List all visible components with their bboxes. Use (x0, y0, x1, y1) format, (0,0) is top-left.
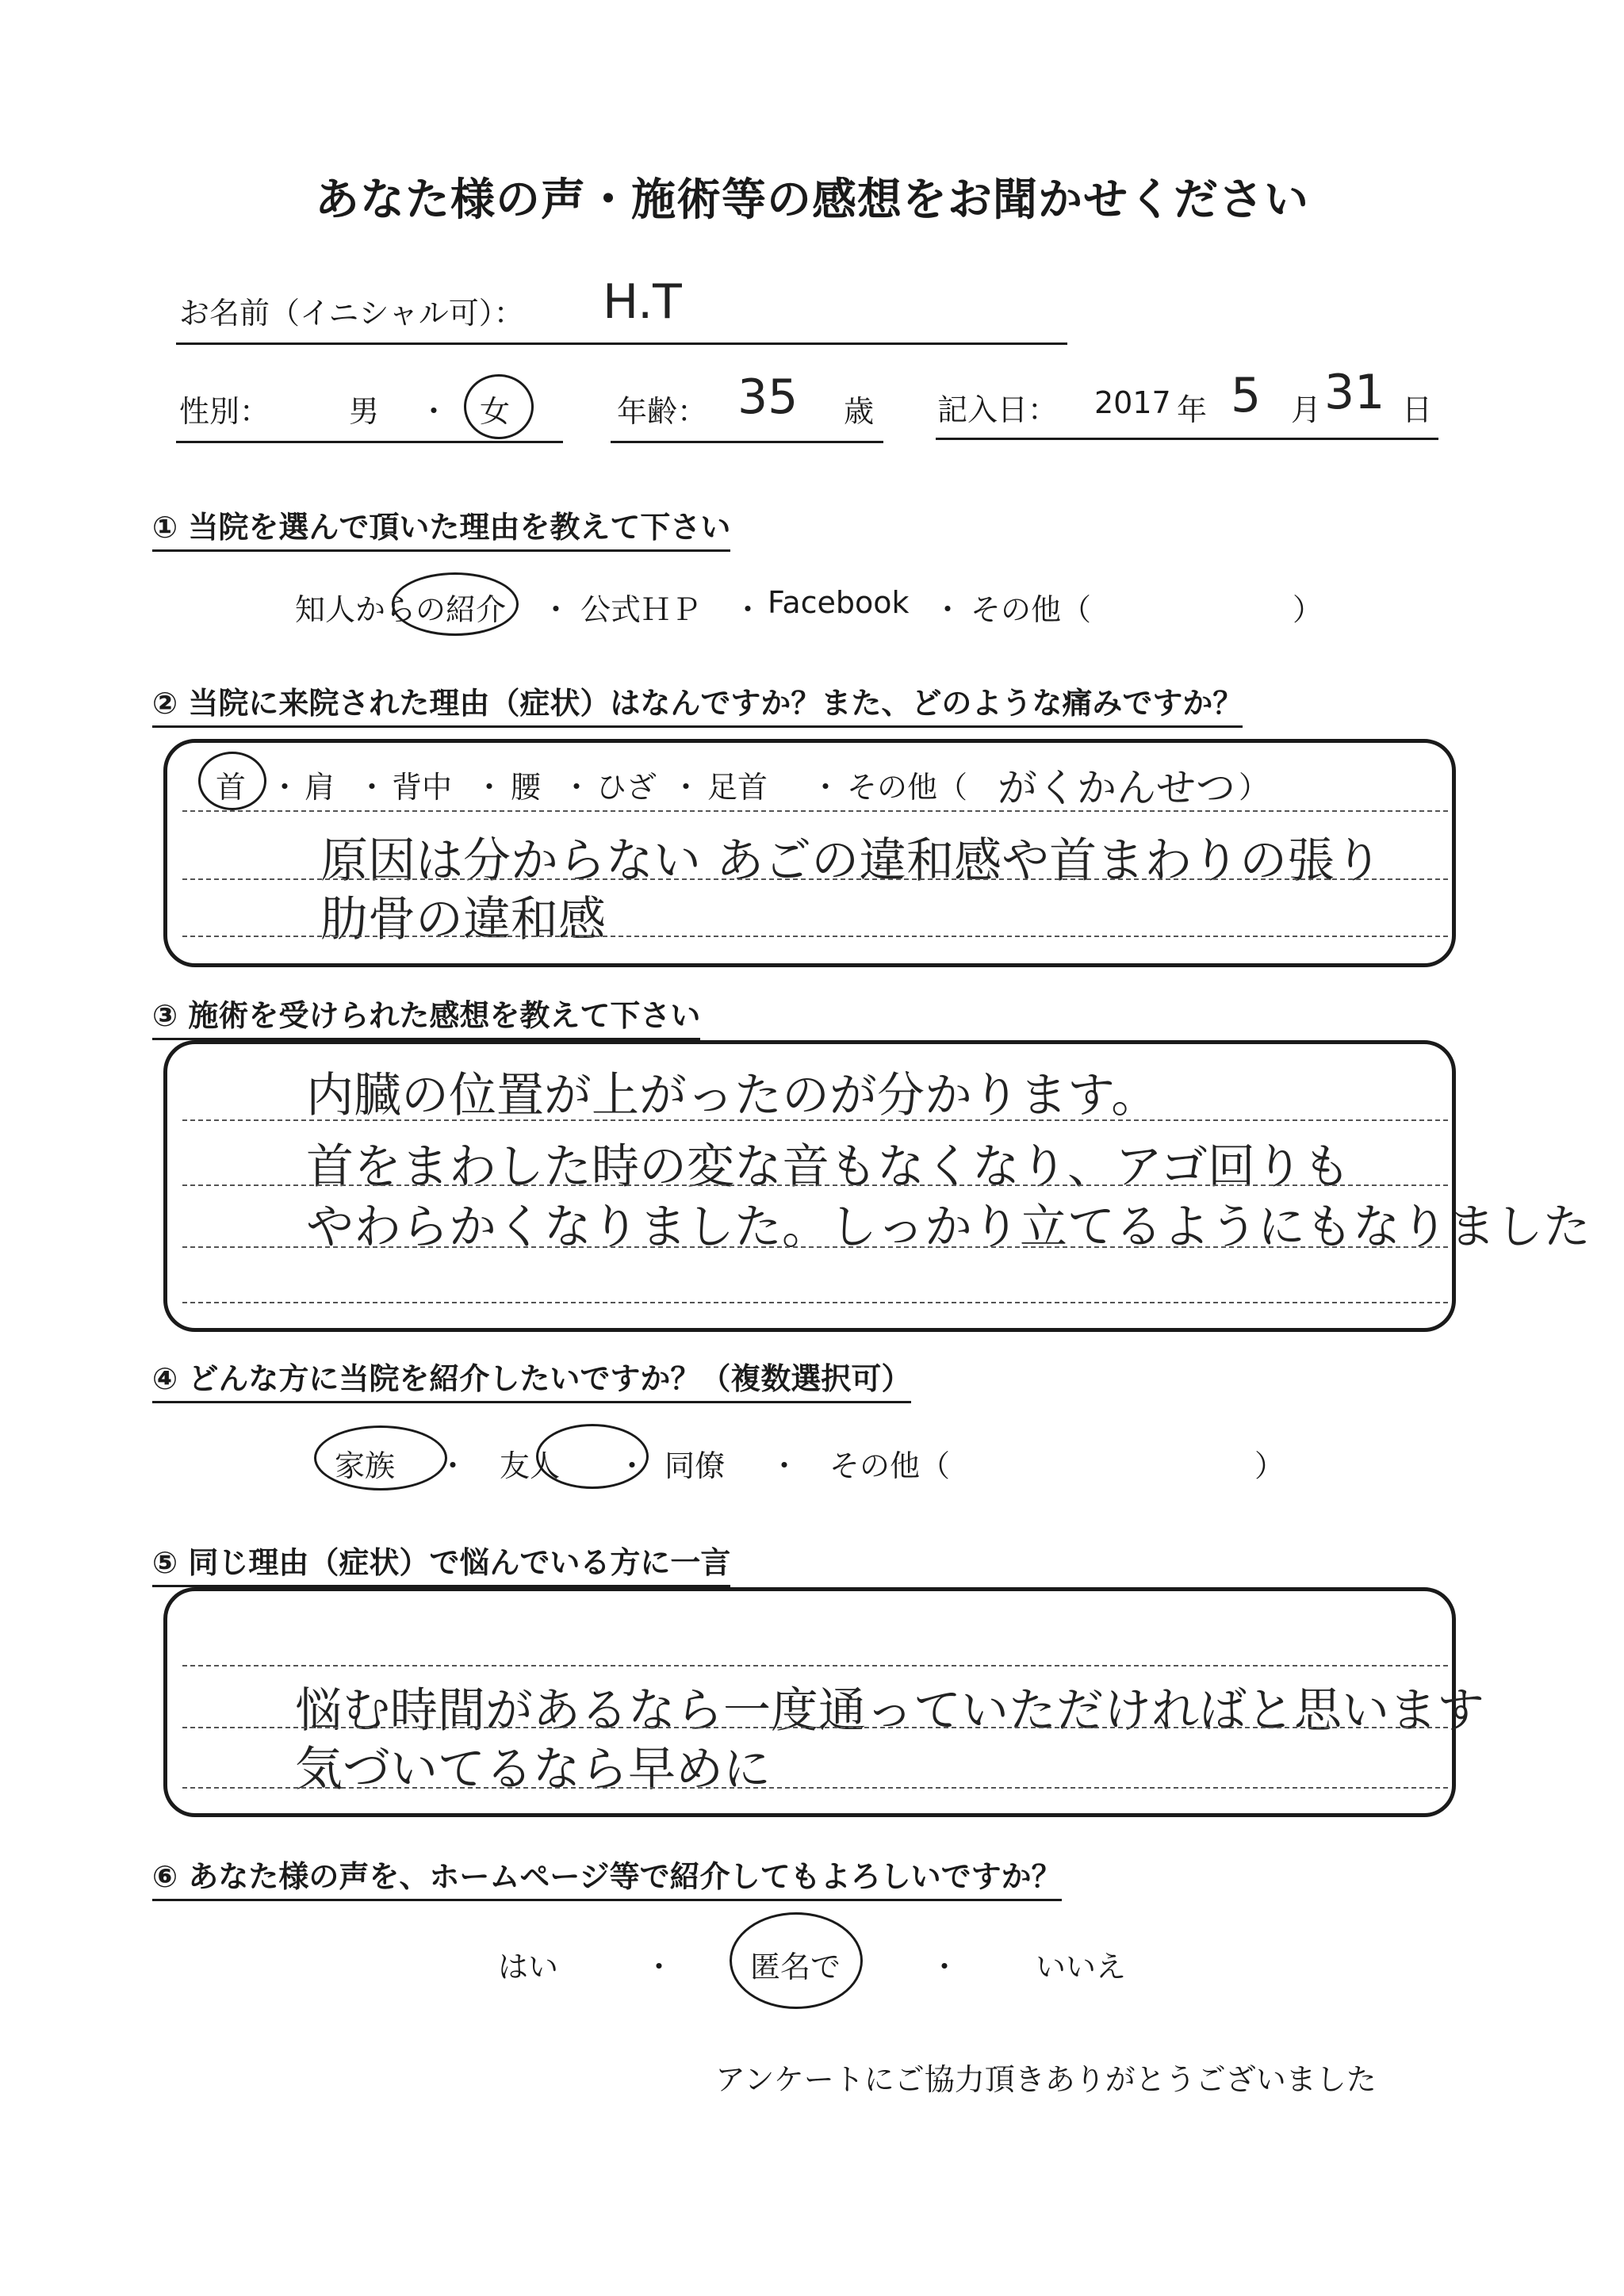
q6-option-no[interactable]: いいえ (1036, 1950, 1127, 1984)
thanks-message: アンケートにご協力頂きありがとうございました (715, 2062, 1377, 2097)
q3-dashed-line-4 (182, 1302, 1448, 1303)
q2-dashed-line-1 (182, 810, 1448, 812)
date-month-value[interactable]: 5 (1231, 368, 1262, 423)
q2-option-knee[interactable]: ひざ (596, 770, 657, 805)
q4-selected-circle-family (314, 1425, 447, 1490)
q2-heading: ② 当院に来院された理由（症状）はなんですか？また、どのような痛みですか？ (152, 679, 1243, 728)
q2-option-neck[interactable]: 首 (216, 770, 247, 805)
q2-other-close: ） (1239, 770, 1270, 805)
q6-sep-2: ・ (929, 1950, 960, 1984)
q1-heading: ① 当院を選んで頂いた理由を教えて下さい (152, 503, 730, 552)
q4-option-friend[interactable]: 友人 (500, 1448, 561, 1483)
q2-option-waist[interactable]: 腰 (511, 770, 542, 805)
q2-sep-1: ・ (270, 770, 301, 805)
q1-option-facebook[interactable]: Facebook (768, 585, 910, 620)
q1-other-close: ） (1293, 592, 1323, 627)
q2-option-shoulder[interactable]: 肩 (304, 770, 335, 805)
q3-dashed-line-3 (182, 1246, 1448, 1248)
q1-selected-circle (392, 572, 519, 636)
name-value[interactable]: H.T (603, 274, 682, 330)
q1-option-other[interactable]: その他（ (971, 592, 1092, 627)
q4-sep-1: ・ (438, 1448, 469, 1483)
name-label: お名前（イニシャル可）： (179, 296, 524, 331)
gender-underline (176, 441, 563, 443)
q5-dashed-line-2 (182, 1727, 1448, 1728)
q2-sep-6: ・ (810, 770, 841, 805)
q2-sep-3: ・ (474, 770, 505, 805)
q1-sep-2: ・ (733, 592, 764, 627)
q6-selected-circle (730, 1912, 863, 2009)
q4-sep-3: ・ (769, 1448, 800, 1483)
q2-option-ankle[interactable]: 足首 (707, 770, 768, 805)
q6-option-yes[interactable]: はい (498, 1950, 559, 1984)
date-month-unit: 月 (1291, 392, 1322, 427)
gender-male[interactable]: 男 (349, 394, 380, 429)
gender-female[interactable]: 女 (480, 394, 511, 429)
q4-option-other[interactable]: その他（ (829, 1448, 951, 1483)
q5-heading: ⑤ 同じ理由（症状）で悩んでいる方に一言 (152, 1538, 730, 1587)
q2-dashed-line-3 (182, 936, 1448, 937)
date-label: 記入日： (937, 392, 1059, 427)
q1-sep-1: ・ (541, 592, 572, 627)
q6-heading: ⑥ あなた様の声を、ホームページ等で紹介してもよろしいですか？ (152, 1852, 1062, 1901)
q4-heading: ④ どんな方に当院を紹介したいですか？（複数選択可） (152, 1354, 911, 1403)
form-title: あなた様の声・施術等の感想をお聞かせください (315, 174, 1309, 226)
q6-sep-1: ・ (644, 1950, 675, 1984)
gender-separator: ・ (419, 394, 450, 429)
q4-other-close: ） (1254, 1448, 1285, 1483)
q2-dashed-line-2 (182, 878, 1448, 880)
q2-option-other[interactable]: その他（ (847, 770, 968, 805)
q3-heading: ③ 施術を受けられた感想を教えて下さい (152, 991, 700, 1040)
q5-dashed-line-3 (182, 1787, 1448, 1789)
date-year-unit: 年 (1177, 392, 1208, 427)
q3-answer-line-1: 内臓の位置が上がったのが分かります。 (306, 1068, 1159, 1123)
q2-answer-line-2: 肋骨の違和感 (320, 892, 606, 947)
q1-option-referral[interactable]: 知人からの紹介 (295, 592, 507, 627)
q5-answer-line-1: 悩む時間があるなら一度通っていただければと思います (295, 1683, 1484, 1739)
age-value[interactable]: 35 (737, 369, 799, 425)
q2-option-back[interactable]: 背中 (392, 770, 453, 805)
gender-label: 性別： (179, 394, 270, 429)
q2-sep-2: ・ (357, 770, 388, 805)
gender-selected-circle (464, 374, 534, 439)
age-label: 年齢： (617, 394, 708, 429)
q3-dashed-line-2 (182, 1184, 1448, 1186)
q2-selected-circle (198, 752, 266, 810)
q5-answer-line-2: 気づいてるなら早めに (295, 1742, 771, 1797)
age-unit: 歳 (844, 394, 875, 429)
date-day-unit: 日 (1402, 392, 1433, 427)
q4-option-family[interactable]: 家族 (335, 1448, 396, 1483)
q3-answer-line-2: 首をまわした時の変な音もなくなり、アゴ回りも (306, 1139, 1350, 1195)
date-underline (936, 438, 1438, 440)
q3-dashed-line-1 (182, 1119, 1448, 1121)
q2-other-value[interactable]: がくかんせつ (998, 765, 1235, 811)
q1-sep-3: ・ (933, 592, 963, 627)
q3-answer-line-3: やわらかくなりました。しっかり立てるようにもなりました (306, 1200, 1591, 1255)
date-day-value[interactable]: 31 (1324, 365, 1385, 420)
q2-answer-line-1: 原因は分からない あごの違和感や首まわりの張り (320, 833, 1383, 889)
q2-sep-4: ・ (561, 770, 592, 805)
q1-option-official-hp[interactable]: 公式ＨＰ (580, 592, 702, 627)
age-underline (611, 441, 883, 443)
name-underline (176, 342, 1067, 345)
q2-sep-5: ・ (671, 770, 702, 805)
q4-sep-2: ・ (617, 1448, 648, 1483)
q6-option-anonymous[interactable]: 匿名で (750, 1950, 841, 1984)
q4-option-colleague[interactable]: 同僚 (665, 1448, 726, 1483)
q5-dashed-line-1 (182, 1665, 1448, 1667)
date-year: 2017 (1094, 385, 1171, 420)
